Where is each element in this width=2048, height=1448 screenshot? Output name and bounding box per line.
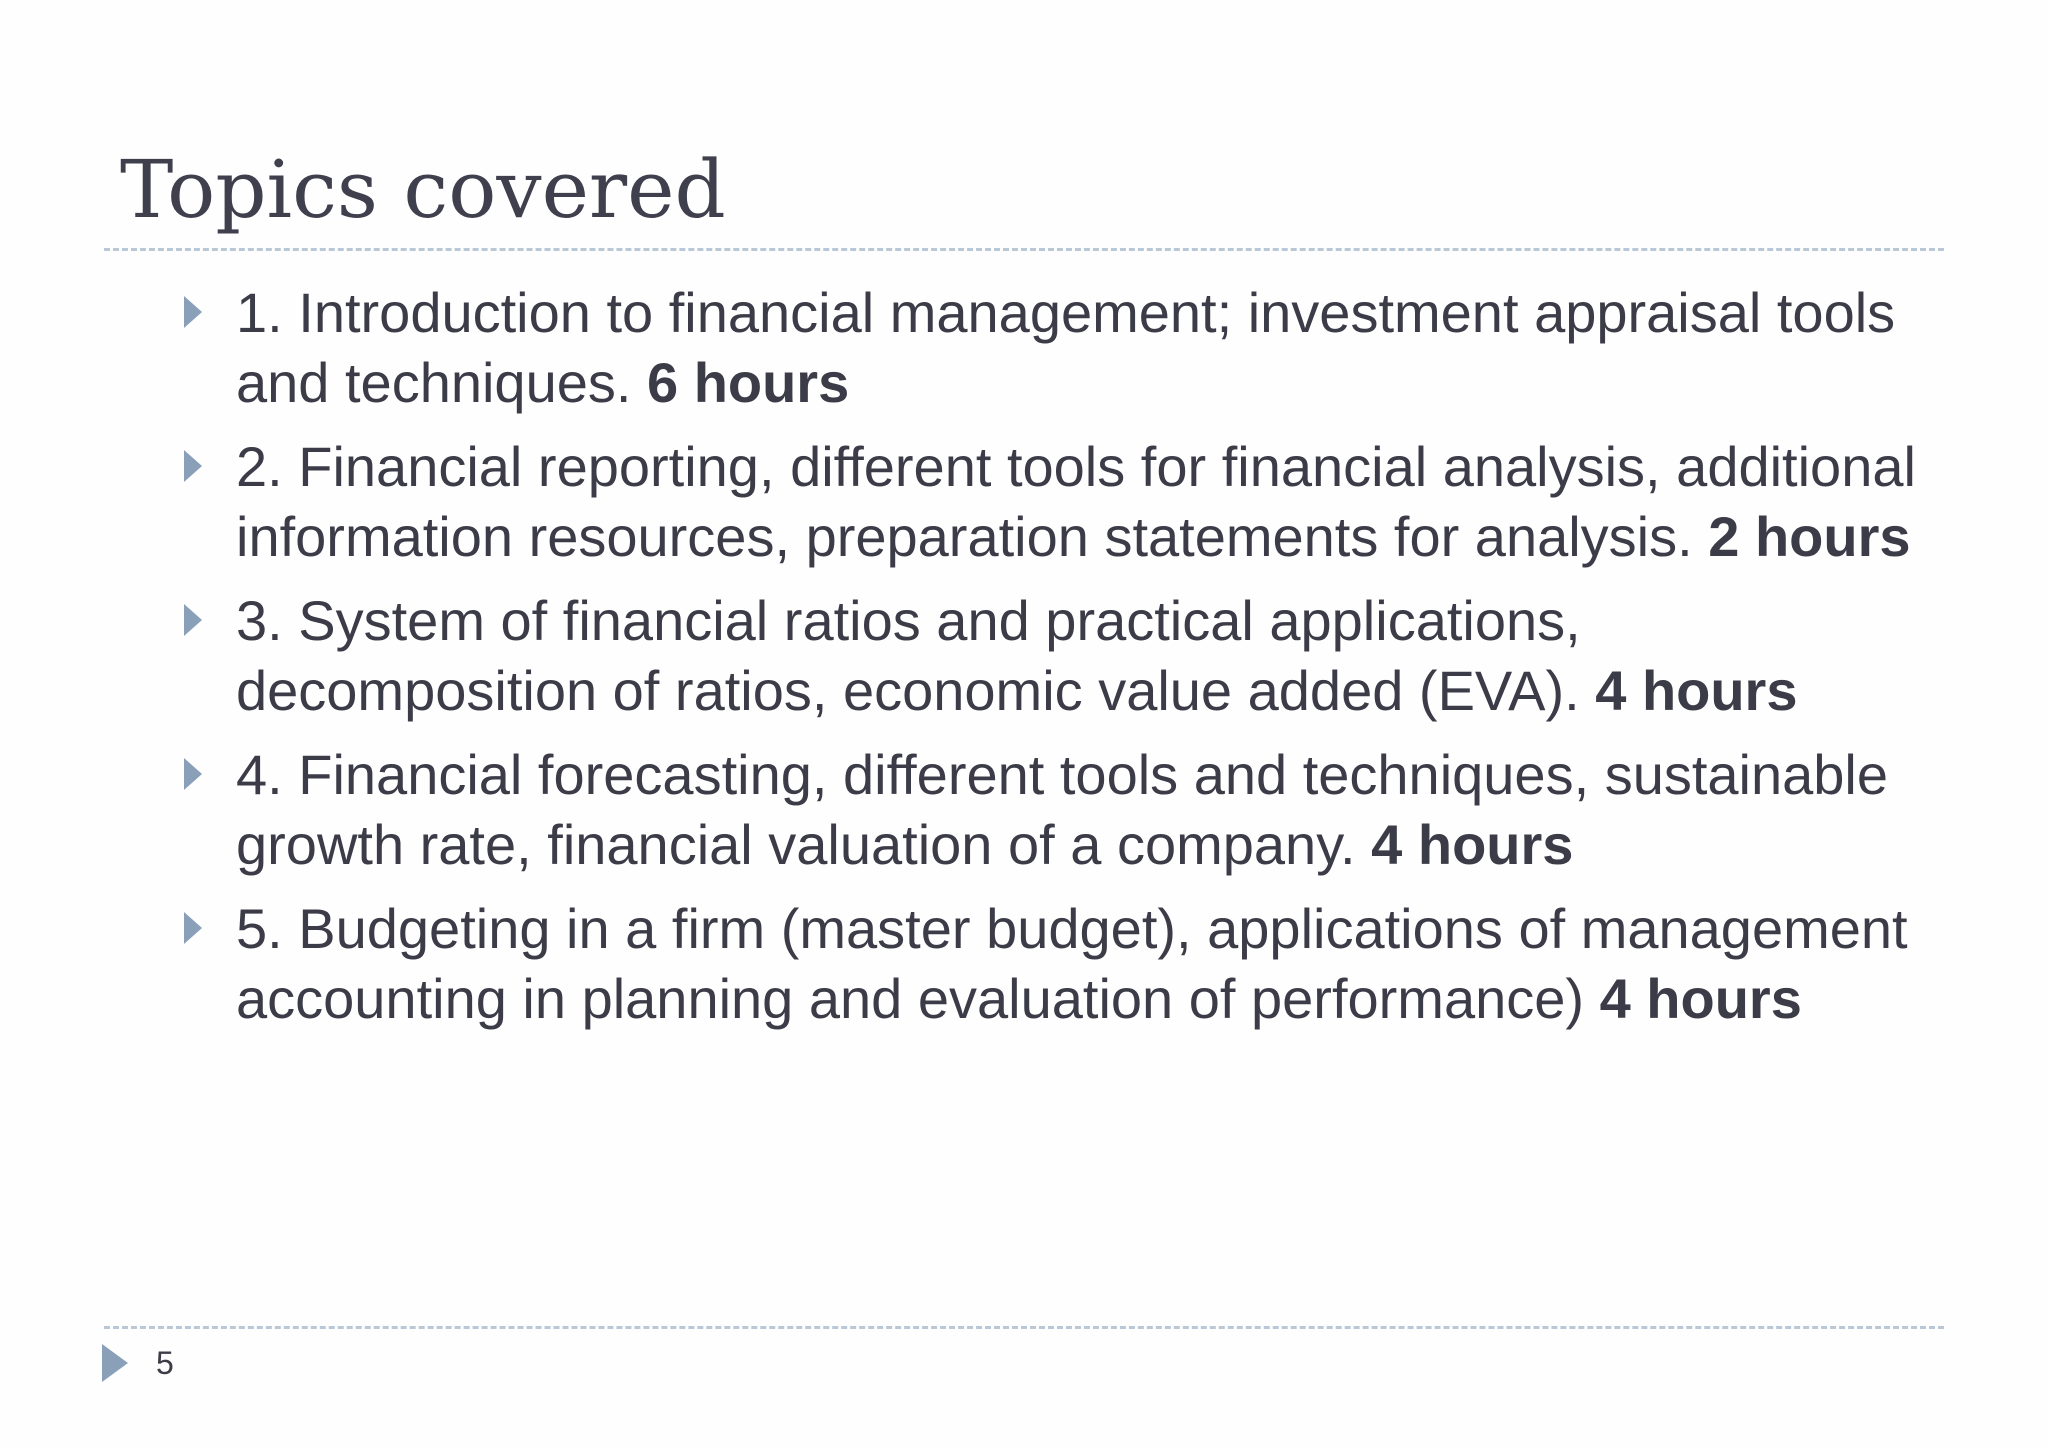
triangle-right-icon bbox=[184, 912, 202, 944]
topic-hours: 6 hours bbox=[646, 351, 850, 414]
page-number: 5 bbox=[156, 1345, 174, 1381]
topic-item bbox=[176, 586, 1936, 726]
topic-text: 2. Financial reporting, different tools for financial analysis, additional information resources, preparation statements for analysis. bbox=[236, 435, 1916, 568]
title-divider bbox=[104, 248, 1944, 251]
topic-hours: 4 hours bbox=[1595, 659, 1798, 722]
topic-text: 5. Budgeting in a firm (master budget), applications of management accounting in planning and evaluation of performance) bbox=[236, 897, 1908, 1030]
topic-hours: 4 hours bbox=[1599, 967, 1802, 1030]
topic-text: 3. System of financial ratios and practical applications, decomposition of ratios, economic value added (EVA). bbox=[236, 589, 1596, 722]
topic-item bbox=[176, 894, 1936, 1034]
topics-list bbox=[176, 278, 1936, 1048]
footer-triangle-icon bbox=[102, 1344, 128, 1382]
triangle-right-icon bbox=[184, 604, 202, 636]
topic-hours: 4 hours bbox=[1371, 813, 1574, 876]
topic-hours: 2 hours bbox=[1708, 505, 1911, 568]
triangle-right-icon bbox=[184, 296, 202, 328]
topic-item bbox=[176, 432, 1936, 572]
triangle-right-icon bbox=[184, 758, 202, 790]
topic-item bbox=[176, 740, 1936, 880]
slide-title: Topics covered bbox=[120, 143, 726, 236]
footer-divider bbox=[104, 1326, 1944, 1329]
topic-text: 4. Financial forecasting, different tools and techniques, sustainable growth rate, financial valuation of a company. bbox=[236, 743, 1888, 876]
topic-item bbox=[176, 278, 1936, 418]
triangle-right-icon bbox=[184, 450, 202, 482]
topic-text: 1. Introduction to financial management; investment appraisal tools and techniques. bbox=[236, 281, 1896, 414]
